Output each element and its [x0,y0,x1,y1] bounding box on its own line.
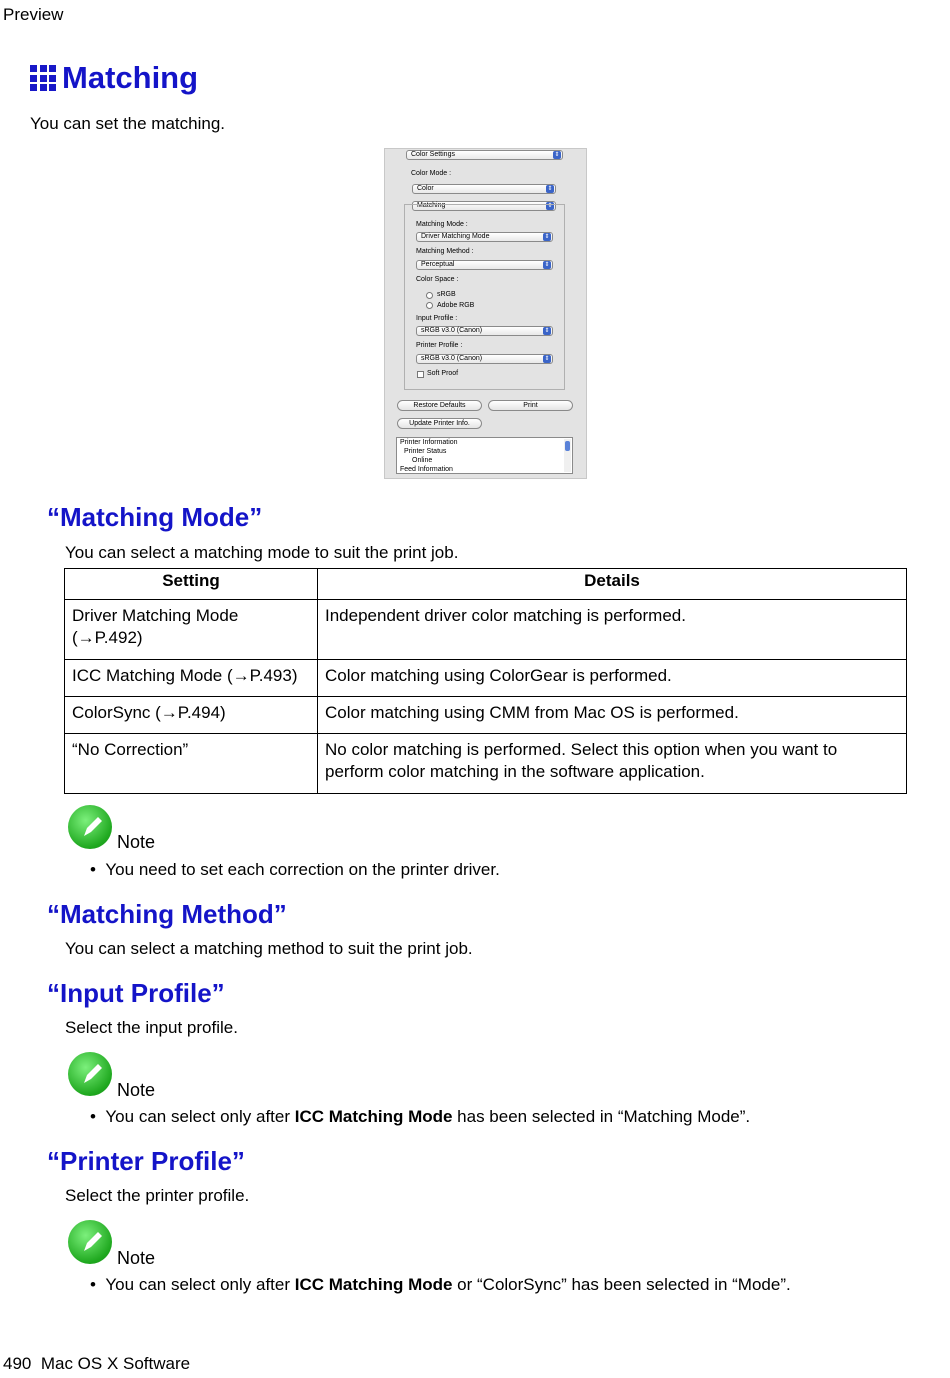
color-space-label: Color Space : [416,276,459,283]
dropdown-value: Matching [417,202,446,209]
scrollbar[interactable] [564,439,571,472]
printer-profile-desc: Select the printer profile. [65,1186,250,1205]
input-profile-label: Input Profile : [416,315,458,322]
matching-method-dropdown[interactable] [416,260,553,270]
list-item: Printer Information [400,439,458,446]
note-bullet: • You need to set each correction on the printer driver. [90,860,500,879]
color-mode-dropdown[interactable] [412,184,556,194]
soft-proof-checkbox[interactable] [417,371,424,378]
chevron-updown-icon: ⇕ [544,356,550,362]
input-profile-dropdown[interactable] [416,326,553,336]
printer-profile-heading: “Printer Profile” [47,1146,245,1176]
srgb-label: sRGB [437,291,456,298]
input-profile-heading: “Input Profile” [47,978,225,1008]
note-bold-text: ICC Matching Mode [294,1275,453,1294]
printer-profile-dropdown[interactable] [416,354,553,364]
page-number: 490 [3,1354,32,1373]
table-row [65,660,907,697]
note-bold-text: ICC Matching Mode [294,1107,453,1126]
color-mode-label: Color Mode : [411,170,452,177]
color-settings-dropdown[interactable] [406,150,563,160]
page-footer [3,1354,190,1374]
pencil-glyph-icon [68,1220,112,1264]
chevron-updown-icon: ⇕ [544,234,550,240]
note-text: You need to set each correction on the printer driver. [105,860,500,879]
matching-method-label: Matching Method : [416,248,474,255]
table-cell: “No Correction” [65,734,318,794]
pencil-glyph-icon [68,1052,112,1096]
chevron-updown-icon: ⇕ [554,152,560,158]
cell-text: Independent driver color matching is performed. [325,606,686,625]
intro-text: You can set the matching. [30,114,226,133]
note-label: Note [117,1080,156,1100]
matching-mode-dropdown[interactable] [416,232,553,242]
matching-mode-table [64,568,907,794]
note-bullet: • You can select only after ICC Matching Mode or “ColorSync” has been selected in “Mode”. [90,1275,791,1294]
dropdown-value: Color Settings [411,151,455,158]
table-cell: ColorSync (→P.494) [65,697,318,734]
page-title: Matching [62,60,199,95]
matching-mode-label: Matching Mode : [416,221,468,228]
matching-mode-heading: “Matching Mode” [47,502,263,532]
note-text: has been selected in “Matching Mode”. [452,1107,751,1126]
dropdown-value: sRGB v3.0 (Canon) [421,355,483,362]
restore-defaults-button[interactable]: Restore Defaults [397,400,482,411]
chevron-updown-icon: ⇕ [544,328,550,334]
table-cell: ICC Matching Mode (→P.493) [65,660,318,697]
pencil-glyph-icon [68,805,112,849]
note-text: or “ColorSync” has been selected in “Mode”. [452,1275,791,1294]
print-button[interactable]: Print [488,400,573,411]
table-cell [318,600,907,660]
input-profile-desc: Select the input profile. [65,1018,238,1037]
table-row [65,600,907,660]
grid-icon [30,65,56,91]
footer-section: Mac OS X Software [40,1354,191,1373]
list-item: Online [412,457,433,464]
table-header-row [65,569,907,600]
note-label: Note [117,1248,156,1268]
table-row [65,734,907,794]
cell-text: (→P.492) [72,628,143,647]
matching-method-heading: “Matching Method” [47,899,287,929]
note-bullet: • You can select only after ICC Matching Mode has been selected in “Matching Mode”. [90,1107,751,1126]
table-cell [318,734,907,794]
adobe-rgb-label: Adobe RGB [437,302,475,309]
note-text: You can select only after [105,1275,295,1294]
header-label: Preview [3,5,64,24]
srgb-radio[interactable] [426,292,433,299]
list-item: Feed Information [400,466,453,473]
adobe-rgb-radio[interactable] [426,302,433,309]
column-header: Details [318,569,907,600]
update-printer-info-button[interactable]: Update Printer Info. [397,418,482,429]
dropdown-value: Perceptual [421,261,455,268]
soft-proof-label: Soft Proof [427,370,459,377]
chevron-updown-icon: ⇕ [544,262,550,268]
chevron-updown-icon: ⇕ [547,203,553,209]
printer-info-list[interactable] [396,437,573,474]
matching-method-desc: You can select a matching method to suit the print job. [65,939,473,958]
page-title-row [30,60,198,96]
table-cell: Color matching using ColorGear is performed. [318,660,907,697]
cell-text: Driver Matching Mode [72,606,239,625]
table-cell: Color matching using CMM from Mac OS is performed. [318,697,907,734]
matching-mode-desc: You can select a matching mode to suit the print job. [65,543,459,562]
printer-profile-label: Printer Profile : [416,342,463,349]
note-label: Note [117,832,156,852]
scrollbar-thumb[interactable] [565,441,570,451]
chevron-updown-icon: ⇕ [547,186,553,192]
table-row [65,697,907,734]
table-cell [65,600,318,660]
dropdown-value: Driver Matching Mode [421,233,490,240]
note-text: You can select only after [105,1107,295,1126]
cell-text: perform color matching in the software application. [325,762,705,781]
column-header: Setting [65,569,318,600]
dropdown-value: Color [417,185,434,192]
list-item: Printer Status [404,448,447,455]
dropdown-value: sRGB v3.0 (Canon) [421,327,483,334]
cell-text: No color matching is performed. Select this option when you want to [325,740,838,759]
